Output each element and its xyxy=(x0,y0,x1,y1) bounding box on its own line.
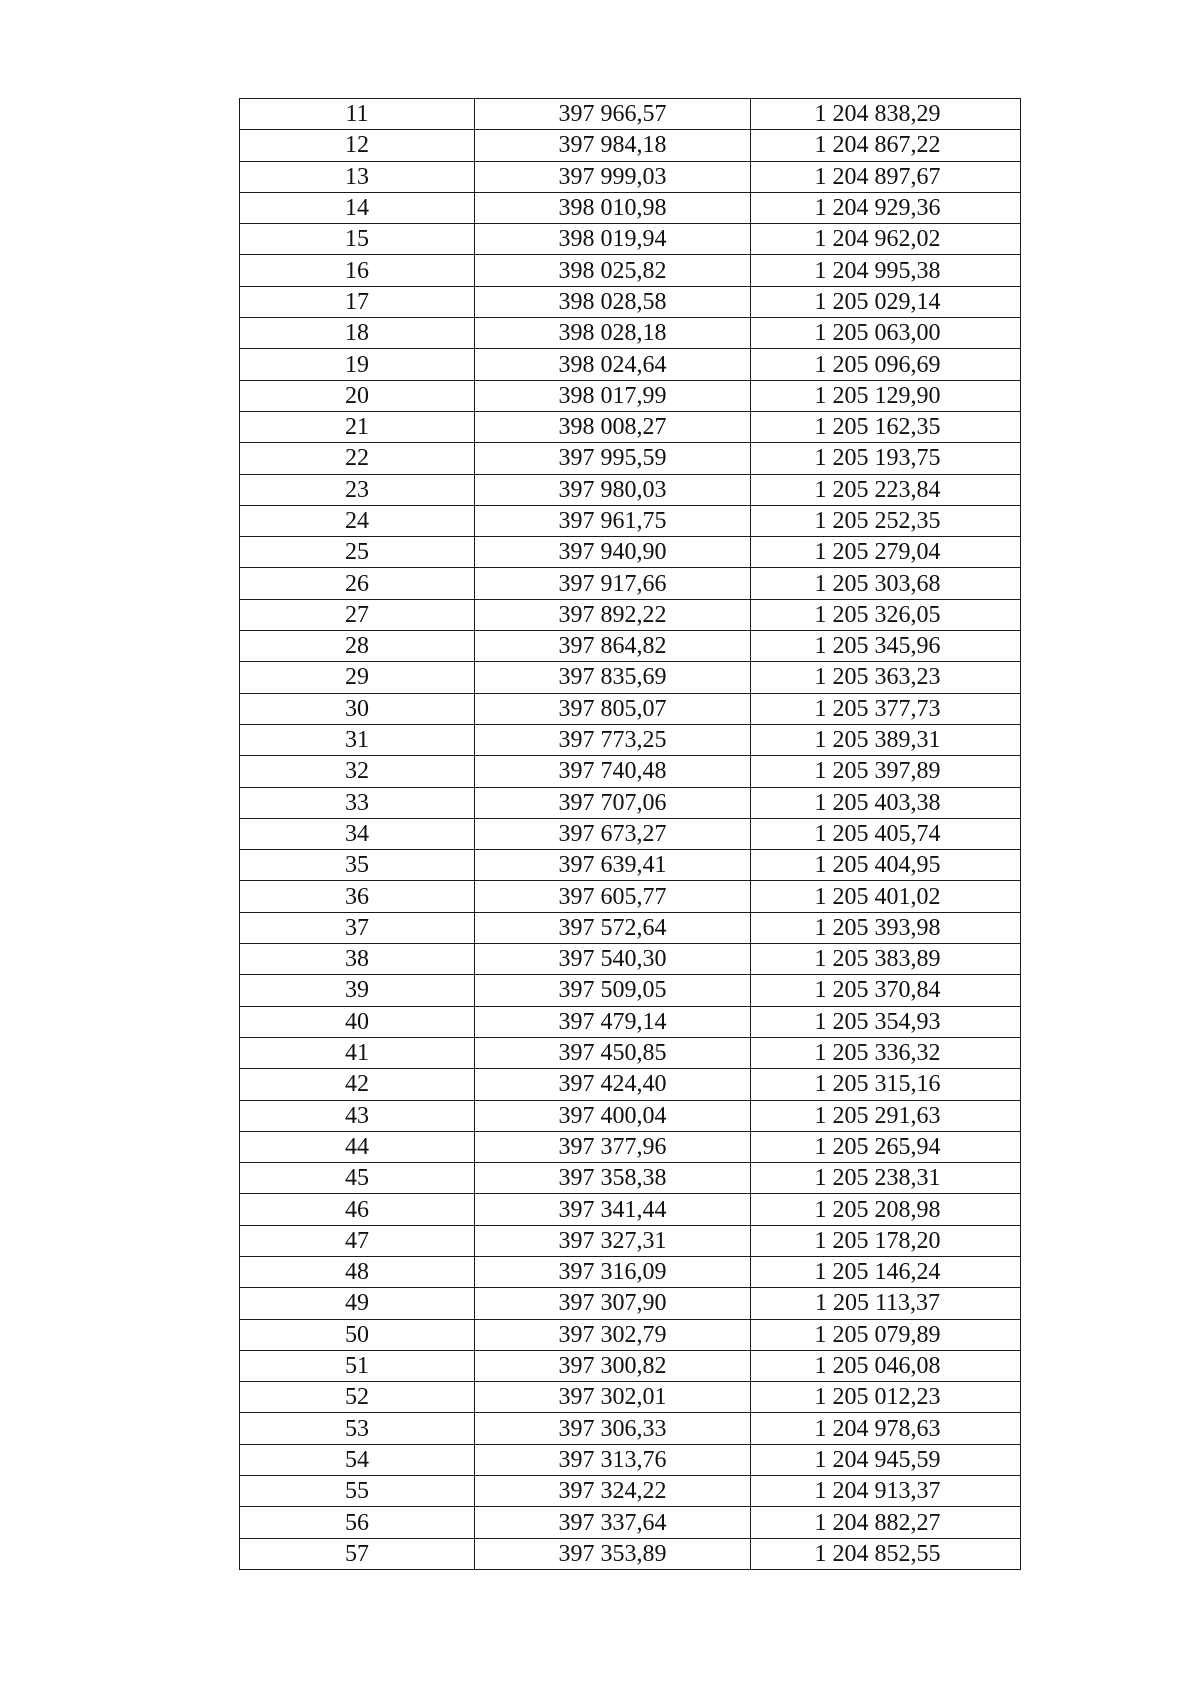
table-row xyxy=(240,537,1021,568)
table-row xyxy=(240,505,1021,536)
x-coordinate-cell: 398 024,64 xyxy=(475,349,751,380)
y-coordinate-cell: 1 205 354,93 xyxy=(751,1006,1021,1037)
x-coordinate-cell: 397 673,27 xyxy=(475,818,751,849)
y-coordinate-cell: 1 205 345,96 xyxy=(751,631,1021,662)
point-number-cell: 32 xyxy=(240,756,475,787)
table-row xyxy=(240,1037,1021,1068)
table-row xyxy=(240,255,1021,286)
table-row xyxy=(240,1444,1021,1475)
point-number-cell: 14 xyxy=(240,192,475,223)
y-coordinate-cell: 1 205 404,95 xyxy=(751,850,1021,881)
table-row xyxy=(240,192,1021,223)
point-number-cell: 34 xyxy=(240,818,475,849)
point-number-cell: 37 xyxy=(240,912,475,943)
table-row xyxy=(240,568,1021,599)
y-coordinate-cell: 1 205 012,23 xyxy=(751,1382,1021,1413)
x-coordinate-cell: 397 307,90 xyxy=(475,1288,751,1319)
y-coordinate-cell: 1 205 265,94 xyxy=(751,1131,1021,1162)
point-number-cell: 54 xyxy=(240,1444,475,1475)
table-row xyxy=(240,850,1021,881)
x-coordinate-cell: 397 917,66 xyxy=(475,568,751,599)
point-number-cell: 15 xyxy=(240,224,475,255)
x-coordinate-cell: 397 479,14 xyxy=(475,1006,751,1037)
y-coordinate-cell: 1 204 978,63 xyxy=(751,1413,1021,1444)
x-coordinate-cell: 397 966,57 xyxy=(475,99,751,130)
point-number-cell: 27 xyxy=(240,599,475,630)
point-number-cell: 46 xyxy=(240,1194,475,1225)
x-coordinate-cell: 398 008,27 xyxy=(475,411,751,442)
y-coordinate-cell: 1 205 129,90 xyxy=(751,380,1021,411)
y-coordinate-cell: 1 204 852,55 xyxy=(751,1538,1021,1569)
table-row xyxy=(240,318,1021,349)
point-number-cell: 26 xyxy=(240,568,475,599)
x-coordinate-cell: 398 019,94 xyxy=(475,224,751,255)
point-number-cell: 42 xyxy=(240,1069,475,1100)
x-coordinate-cell: 397 316,09 xyxy=(475,1256,751,1287)
point-number-cell: 20 xyxy=(240,380,475,411)
x-coordinate-cell: 397 805,07 xyxy=(475,693,751,724)
table-row xyxy=(240,631,1021,662)
x-coordinate-cell: 398 017,99 xyxy=(475,380,751,411)
x-coordinate-cell: 397 639,41 xyxy=(475,850,751,881)
point-number-cell: 50 xyxy=(240,1319,475,1350)
point-number-cell: 11 xyxy=(240,99,475,130)
y-coordinate-cell: 1 205 029,14 xyxy=(751,286,1021,317)
y-coordinate-cell: 1 204 838,29 xyxy=(751,99,1021,130)
y-coordinate-cell: 1 204 867,22 xyxy=(751,130,1021,161)
x-coordinate-cell: 397 984,18 xyxy=(475,130,751,161)
y-coordinate-cell: 1 205 397,89 xyxy=(751,756,1021,787)
x-coordinate-cell: 398 028,18 xyxy=(475,318,751,349)
y-coordinate-cell: 1 205 363,23 xyxy=(751,662,1021,693)
point-number-cell: 35 xyxy=(240,850,475,881)
point-number-cell: 57 xyxy=(240,1538,475,1569)
x-coordinate-cell: 397 302,79 xyxy=(475,1319,751,1350)
x-coordinate-cell: 397 999,03 xyxy=(475,161,751,192)
x-coordinate-cell: 397 450,85 xyxy=(475,1037,751,1068)
point-number-cell: 16 xyxy=(240,255,475,286)
y-coordinate-cell: 1 205 208,98 xyxy=(751,1194,1021,1225)
point-number-cell: 36 xyxy=(240,881,475,912)
y-coordinate-cell: 1 204 929,36 xyxy=(751,192,1021,223)
y-coordinate-cell: 1 205 336,32 xyxy=(751,1037,1021,1068)
table-row xyxy=(240,818,1021,849)
y-coordinate-cell: 1 205 291,63 xyxy=(751,1100,1021,1131)
point-number-cell: 49 xyxy=(240,1288,475,1319)
point-number-cell: 56 xyxy=(240,1507,475,1538)
x-coordinate-cell: 397 835,69 xyxy=(475,662,751,693)
x-coordinate-cell: 397 424,40 xyxy=(475,1069,751,1100)
table-row xyxy=(240,474,1021,505)
table-row xyxy=(240,1006,1021,1037)
point-number-cell: 28 xyxy=(240,631,475,662)
y-coordinate-cell: 1 205 096,69 xyxy=(751,349,1021,380)
table-row xyxy=(240,1163,1021,1194)
x-coordinate-cell: 398 028,58 xyxy=(475,286,751,317)
table-row xyxy=(240,756,1021,787)
y-coordinate-cell: 1 204 945,59 xyxy=(751,1444,1021,1475)
table-row xyxy=(240,1069,1021,1100)
x-coordinate-cell: 397 324,22 xyxy=(475,1476,751,1507)
y-coordinate-cell: 1 205 383,89 xyxy=(751,944,1021,975)
table-row xyxy=(240,1100,1021,1131)
point-number-cell: 44 xyxy=(240,1131,475,1162)
table-row xyxy=(240,443,1021,474)
coordinates-table-body xyxy=(240,99,1021,1570)
x-coordinate-cell: 397 980,03 xyxy=(475,474,751,505)
table-row xyxy=(240,130,1021,161)
x-coordinate-cell: 397 313,76 xyxy=(475,1444,751,1475)
table-row xyxy=(240,349,1021,380)
point-number-cell: 18 xyxy=(240,318,475,349)
y-coordinate-cell: 1 204 962,02 xyxy=(751,224,1021,255)
point-number-cell: 24 xyxy=(240,505,475,536)
y-coordinate-cell: 1 205 193,75 xyxy=(751,443,1021,474)
point-number-cell: 39 xyxy=(240,975,475,1006)
y-coordinate-cell: 1 205 403,38 xyxy=(751,787,1021,818)
y-coordinate-cell: 1 205 401,02 xyxy=(751,881,1021,912)
x-coordinate-cell: 397 300,82 xyxy=(475,1350,751,1381)
point-number-cell: 40 xyxy=(240,1006,475,1037)
table-row xyxy=(240,975,1021,1006)
point-number-cell: 23 xyxy=(240,474,475,505)
x-coordinate-cell: 397 337,64 xyxy=(475,1507,751,1538)
table-row xyxy=(240,1288,1021,1319)
table-row xyxy=(240,1194,1021,1225)
point-number-cell: 38 xyxy=(240,944,475,975)
y-coordinate-cell: 1 205 326,05 xyxy=(751,599,1021,630)
table-row xyxy=(240,1507,1021,1538)
point-number-cell: 53 xyxy=(240,1413,475,1444)
coordinates-table xyxy=(239,98,1021,1570)
x-coordinate-cell: 397 707,06 xyxy=(475,787,751,818)
point-number-cell: 31 xyxy=(240,724,475,755)
x-coordinate-cell: 397 327,31 xyxy=(475,1225,751,1256)
y-coordinate-cell: 1 204 995,38 xyxy=(751,255,1021,286)
point-number-cell: 41 xyxy=(240,1037,475,1068)
table-row xyxy=(240,1131,1021,1162)
table-row xyxy=(240,599,1021,630)
table-row xyxy=(240,724,1021,755)
x-coordinate-cell: 397 605,77 xyxy=(475,881,751,912)
y-coordinate-cell: 1 205 393,98 xyxy=(751,912,1021,943)
x-coordinate-cell: 397 940,90 xyxy=(475,537,751,568)
table-row xyxy=(240,224,1021,255)
y-coordinate-cell: 1 205 252,35 xyxy=(751,505,1021,536)
point-number-cell: 52 xyxy=(240,1382,475,1413)
y-coordinate-cell: 1 205 079,89 xyxy=(751,1319,1021,1350)
x-coordinate-cell: 397 400,04 xyxy=(475,1100,751,1131)
x-coordinate-cell: 397 341,44 xyxy=(475,1194,751,1225)
point-number-cell: 51 xyxy=(240,1350,475,1381)
table-row xyxy=(240,912,1021,943)
point-number-cell: 33 xyxy=(240,787,475,818)
y-coordinate-cell: 1 205 370,84 xyxy=(751,975,1021,1006)
x-coordinate-cell: 397 509,05 xyxy=(475,975,751,1006)
table-row xyxy=(240,286,1021,317)
table-row xyxy=(240,1413,1021,1444)
table-row xyxy=(240,662,1021,693)
y-coordinate-cell: 1 205 223,84 xyxy=(751,474,1021,505)
y-coordinate-cell: 1 205 046,08 xyxy=(751,1350,1021,1381)
y-coordinate-cell: 1 205 377,73 xyxy=(751,693,1021,724)
x-coordinate-cell: 397 995,59 xyxy=(475,443,751,474)
point-number-cell: 25 xyxy=(240,537,475,568)
point-number-cell: 47 xyxy=(240,1225,475,1256)
x-coordinate-cell: 397 740,48 xyxy=(475,756,751,787)
point-number-cell: 22 xyxy=(240,443,475,474)
y-coordinate-cell: 1 205 162,35 xyxy=(751,411,1021,442)
y-coordinate-cell: 1 205 279,04 xyxy=(751,537,1021,568)
x-coordinate-cell: 397 302,01 xyxy=(475,1382,751,1413)
x-coordinate-cell: 397 353,89 xyxy=(475,1538,751,1569)
x-coordinate-cell: 397 377,96 xyxy=(475,1131,751,1162)
point-number-cell: 29 xyxy=(240,662,475,693)
y-coordinate-cell: 1 205 238,31 xyxy=(751,1163,1021,1194)
table-row xyxy=(240,380,1021,411)
y-coordinate-cell: 1 205 315,16 xyxy=(751,1069,1021,1100)
x-coordinate-cell: 397 358,38 xyxy=(475,1163,751,1194)
x-coordinate-cell: 397 892,22 xyxy=(475,599,751,630)
point-number-cell: 30 xyxy=(240,693,475,724)
y-coordinate-cell: 1 205 405,74 xyxy=(751,818,1021,849)
y-coordinate-cell: 1 205 146,24 xyxy=(751,1256,1021,1287)
point-number-cell: 55 xyxy=(240,1476,475,1507)
table-row xyxy=(240,1538,1021,1569)
table-row xyxy=(240,1225,1021,1256)
table-row xyxy=(240,1382,1021,1413)
table-row xyxy=(240,161,1021,192)
y-coordinate-cell: 1 205 389,31 xyxy=(751,724,1021,755)
x-coordinate-cell: 397 572,64 xyxy=(475,912,751,943)
point-number-cell: 19 xyxy=(240,349,475,380)
point-number-cell: 45 xyxy=(240,1163,475,1194)
point-number-cell: 43 xyxy=(240,1100,475,1131)
table-row xyxy=(240,1350,1021,1381)
table-row xyxy=(240,693,1021,724)
y-coordinate-cell: 1 205 063,00 xyxy=(751,318,1021,349)
y-coordinate-cell: 1 204 913,37 xyxy=(751,1476,1021,1507)
point-number-cell: 12 xyxy=(240,130,475,161)
x-coordinate-cell: 398 010,98 xyxy=(475,192,751,223)
point-number-cell: 17 xyxy=(240,286,475,317)
x-coordinate-cell: 397 961,75 xyxy=(475,505,751,536)
point-number-cell: 48 xyxy=(240,1256,475,1287)
y-coordinate-cell: 1 205 113,37 xyxy=(751,1288,1021,1319)
y-coordinate-cell: 1 204 897,67 xyxy=(751,161,1021,192)
table-row xyxy=(240,1256,1021,1287)
table-row xyxy=(240,787,1021,818)
table-row xyxy=(240,944,1021,975)
table-row xyxy=(240,1319,1021,1350)
table-row xyxy=(240,881,1021,912)
point-number-cell: 13 xyxy=(240,161,475,192)
table-row xyxy=(240,99,1021,130)
x-coordinate-cell: 398 025,82 xyxy=(475,255,751,286)
y-coordinate-cell: 1 205 303,68 xyxy=(751,568,1021,599)
x-coordinate-cell: 397 540,30 xyxy=(475,944,751,975)
y-coordinate-cell: 1 204 882,27 xyxy=(751,1507,1021,1538)
y-coordinate-cell: 1 205 178,20 xyxy=(751,1225,1021,1256)
x-coordinate-cell: 397 864,82 xyxy=(475,631,751,662)
point-number-cell: 21 xyxy=(240,411,475,442)
x-coordinate-cell: 397 773,25 xyxy=(475,724,751,755)
x-coordinate-cell: 397 306,33 xyxy=(475,1413,751,1444)
table-row xyxy=(240,411,1021,442)
table-row xyxy=(240,1476,1021,1507)
